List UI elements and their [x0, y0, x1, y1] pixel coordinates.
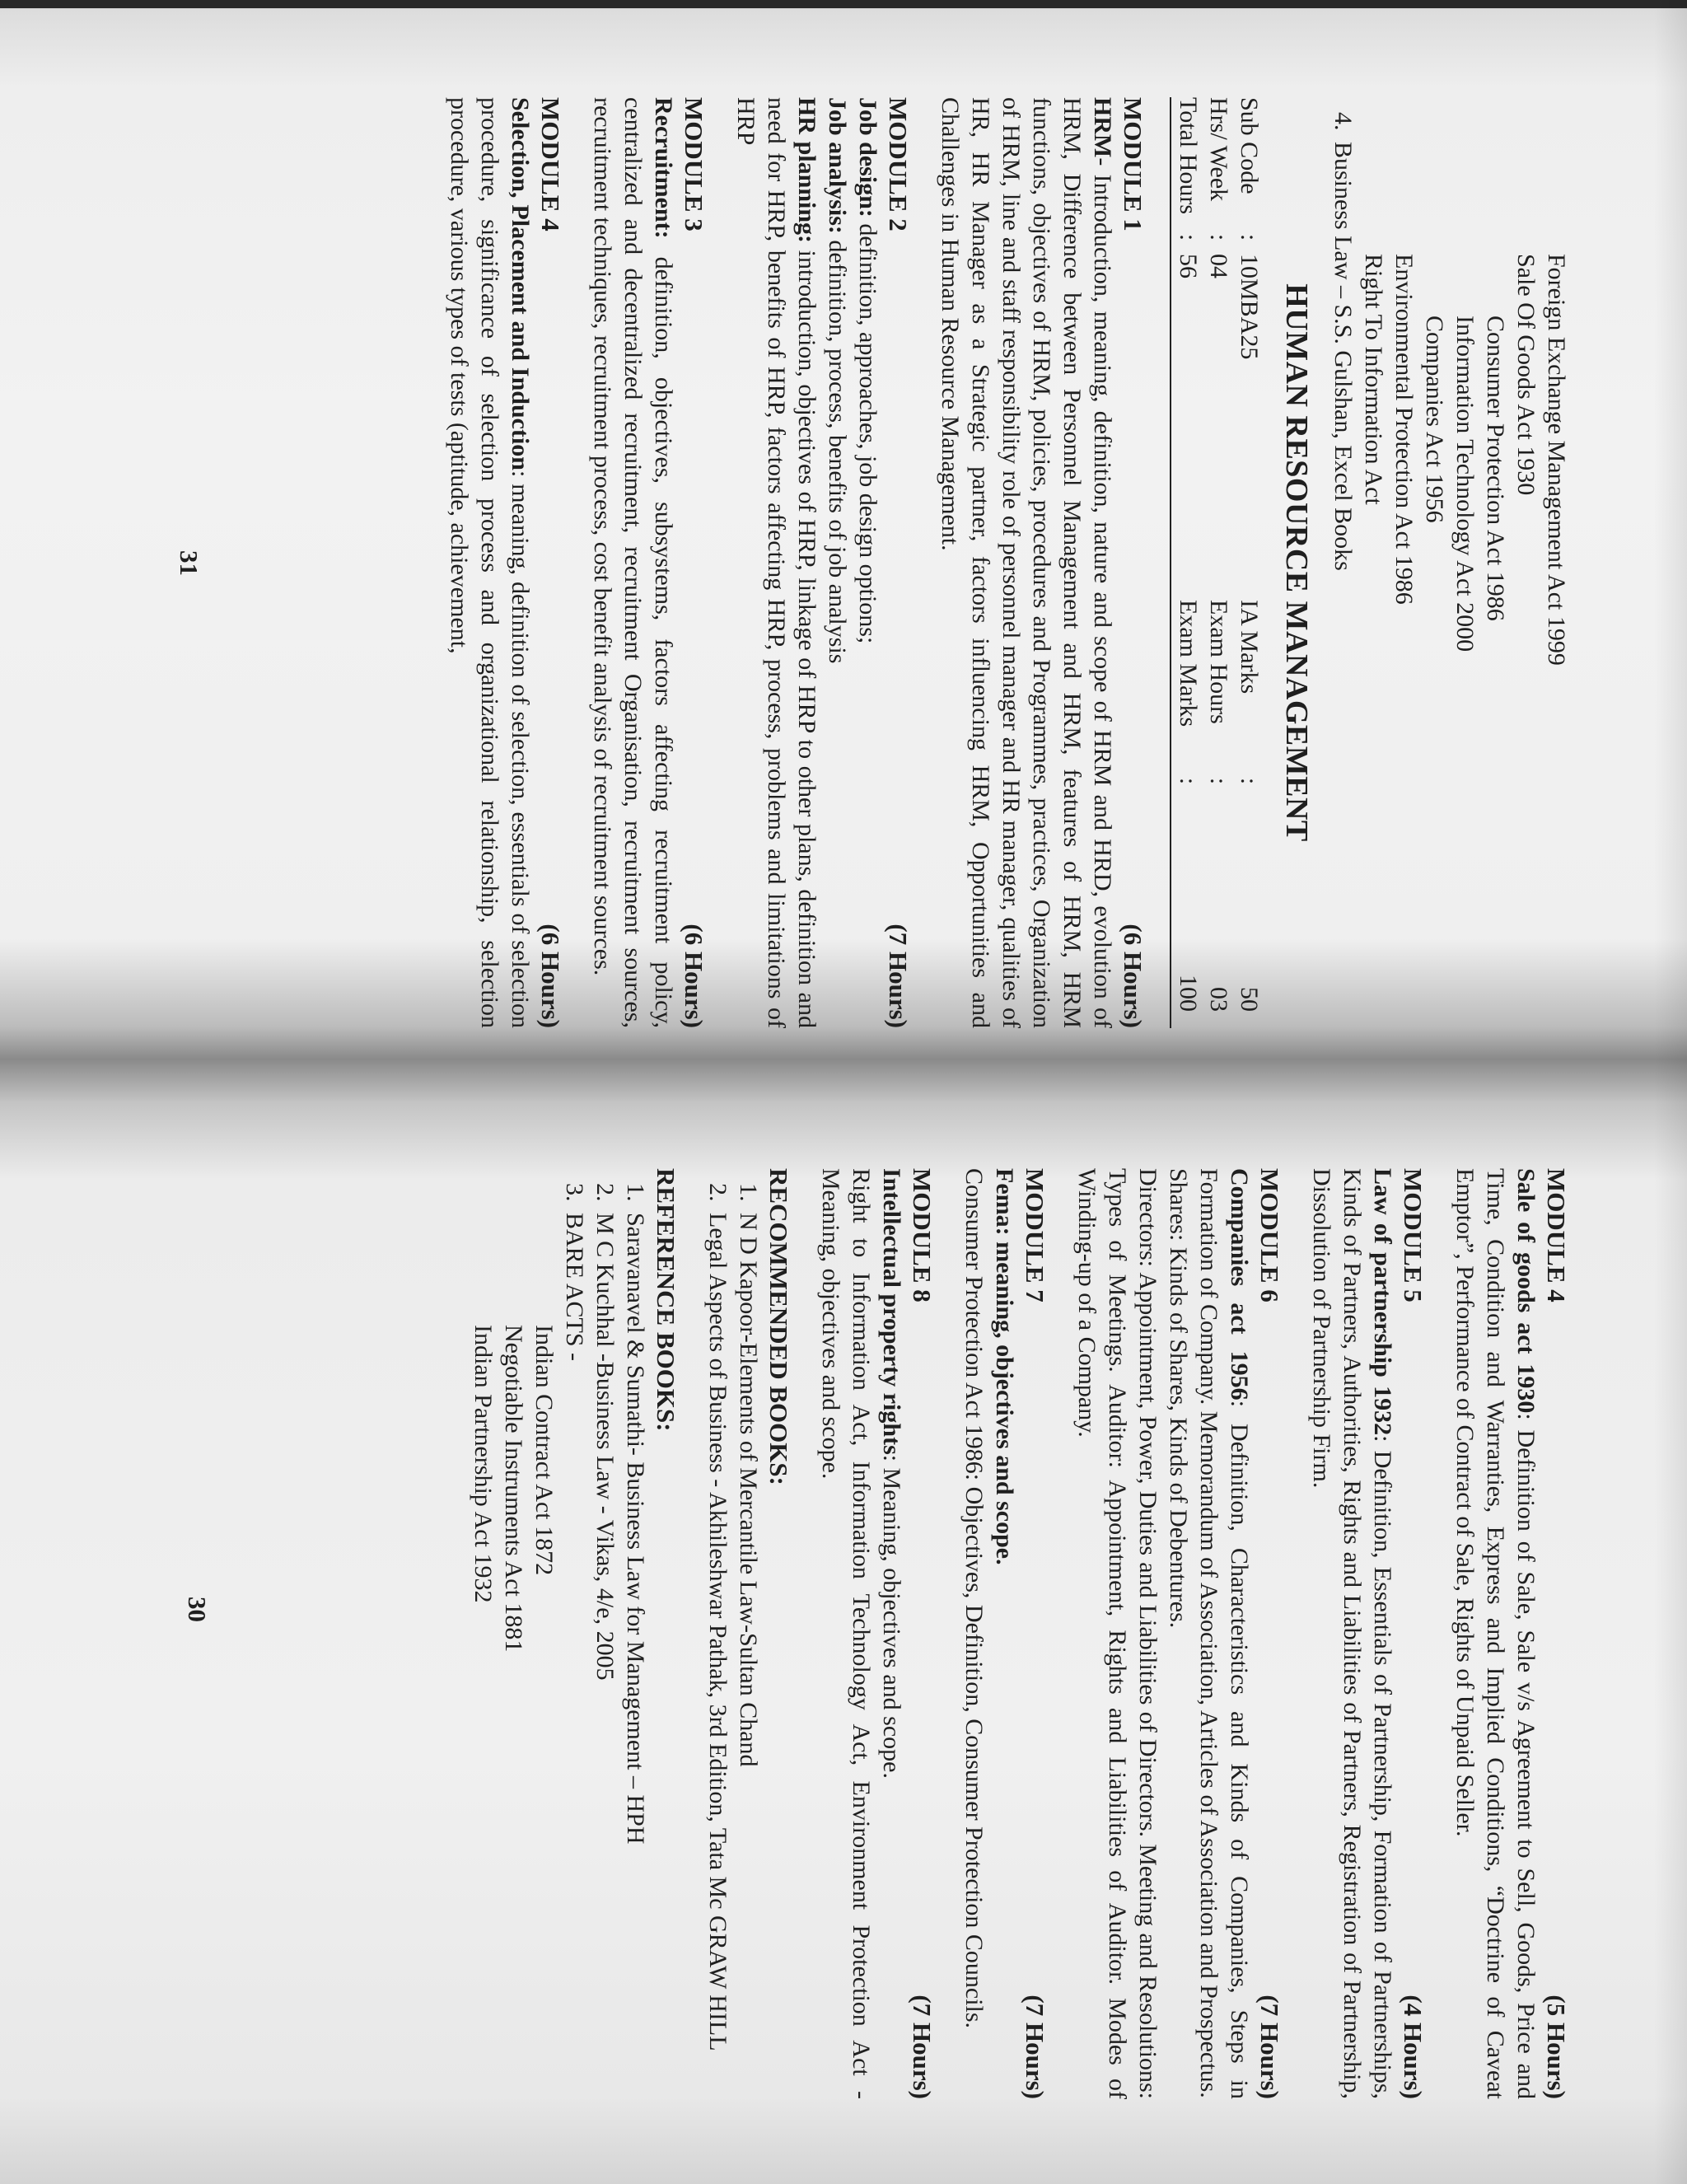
- hrm-module-4-body: [444, 97, 535, 1028]
- bare-acts-list: [468, 1325, 559, 2099]
- module-8-acts: Right to Information Act, Information Technology Act, Environment Protection Act - Meaning, objectives and scope.: [817, 1168, 875, 2099]
- module-lead: Job analysis:: [824, 97, 851, 234]
- module-lead: Selection, Placement and Induction: [507, 97, 534, 470]
- module-title: MODULE 2: [884, 97, 913, 231]
- module-lead: Law of partnership 1932: [1369, 1168, 1396, 1436]
- hrm-module-2-heading: [883, 97, 914, 1028]
- module-text: definition, objectives, subsystems, factors affecting recruitment policy, centralized and decentralized recruitment, recruitment Organisation, recruitment sources, recruitment techniques, recruitment process, cost benefit analysis of recruitment sources.: [589, 97, 677, 1028]
- meta-label: Exam Marks: [1175, 600, 1202, 727]
- meta-row: Total Hours : 56 Exam Marks : 100: [1175, 97, 1202, 1012]
- module-text: definition, process, benefits of job analysis: [824, 233, 851, 664]
- module-6-directors: Directors: Appointment, Power, Duties and Liabilities of Directors. Meeting and Resolutions: Types of Meetings. Auditor: Appointment, Rights and Liabilities of Auditor. Modes of Winding-up of a Company.: [1073, 1168, 1161, 2099]
- module-hours: (7 Hours): [884, 924, 913, 1028]
- list-item: Negotiable Instruments Act 1881: [500, 1325, 527, 1653]
- page-number: 30: [183, 1597, 212, 1622]
- meta-value: 03: [1205, 987, 1232, 1012]
- module-6-body: [1194, 1168, 1255, 2099]
- module-hours: (7 Hours): [1255, 1995, 1284, 2099]
- page-31: [171, 97, 1572, 1028]
- module-lead: HRM: [1089, 97, 1116, 158]
- module-lead: Job design:: [854, 97, 881, 217]
- module-title: MODULE 4: [536, 97, 565, 231]
- rotated-content: [31, 7, 1679, 2149]
- bare-acts-continued: [1358, 254, 1572, 1028]
- module-hours: (6 Hours): [680, 924, 708, 1028]
- hrm-module-1-heading: [1118, 97, 1148, 1028]
- list-item: Sale Of Goods Act 1930: [1512, 254, 1540, 496]
- meta-row: Sub Code : 10MBA25 IA Marks : 50: [1236, 97, 1263, 1012]
- module-6-shares: Shares: Kinds of Shares, Kinds of Debentures.: [1165, 1168, 1192, 1629]
- module-lead: Recruitment:: [650, 97, 677, 239]
- hrm-module-4-heading: [535, 97, 566, 1028]
- recommended-books-list: [703, 1168, 764, 2099]
- module-text: - Introduction, meaning, definition, nature and scope of HRM and HRD, evolution of HRM, Difference between Personnel Management and HRM, features of HRM, HRM functions, objectives of HRM, policies, procedures and Programmes, practices, Organization of HRM, line and staff responsibility role of personnel manager and HR manager, qualities of HR, HR Manager as a Strategic partner, factors influencing HRM, Opportunities and Challenges in Human Resource Management.: [937, 97, 1116, 1028]
- module-text: : Meaning, objectives and scope.: [878, 1454, 905, 1779]
- meta-value: 04: [1205, 254, 1232, 278]
- course-meta: [1170, 97, 1264, 1028]
- reference-books-list: [559, 1168, 651, 2099]
- module-hours: (7 Hours): [1021, 1995, 1049, 2099]
- module-5-heading: [1398, 1168, 1428, 2099]
- module-7-heading: [1020, 1168, 1050, 2099]
- hrm-module-2-line: [853, 97, 883, 1028]
- module-lead: Companies act 1956: [1226, 1168, 1253, 1401]
- hrm-module-2-line: [822, 97, 853, 1028]
- list-item: Information Technology Act 2000: [1451, 316, 1479, 652]
- module-hours: (5 Hours): [1542, 1995, 1571, 2099]
- list-item: Right To Information Act: [1360, 254, 1387, 505]
- module-title: MODULE 5: [1399, 1168, 1428, 1302]
- list-item: 2. M C Kuchhal -Business Law - Vikas, 4/e, 2005: [590, 1208, 620, 2099]
- list-item: 1. N D Kapoor-Elements of Mercantile Law-Sultan Chand: [733, 1208, 764, 2099]
- hrm-module-3-body: [587, 97, 679, 1028]
- meta-row: Hrs/ Week : 04 Exam Hours : 03: [1205, 97, 1232, 1012]
- module-7-consumer: Consumer Protection Act 1986: Objectives, Definition, Consumer Protection Councils.: [960, 1168, 988, 2029]
- meta-value: 10MBA25: [1236, 254, 1263, 360]
- module-title: MODULE 1: [1119, 97, 1147, 231]
- reference-books-list-continued: [1328, 97, 1358, 1028]
- list-item: 1. Saravanavel & Sumathi- Business Law for Management – HPH: [620, 1208, 651, 2099]
- page-number: 31: [175, 550, 203, 576]
- list-item: Indian Partnership Act 1932: [470, 1325, 497, 1603]
- meta-value: 56: [1175, 254, 1202, 278]
- module-8-body: [876, 1168, 907, 2099]
- meta-value: 100: [1175, 975, 1202, 1012]
- list-item: Consumer Protection Act 1986: [1482, 316, 1509, 621]
- meta-value: 50: [1236, 987, 1263, 1012]
- module-lead: HR planning:: [793, 97, 820, 244]
- list-item: Environmental Protection Act 1986: [1390, 254, 1418, 605]
- list-item: 4. Business Law – S.S. Gulshan, Excel Books: [1328, 137, 1358, 1028]
- meta-label: Exam Hours: [1205, 600, 1232, 724]
- module-hours: (4 Hours): [1399, 1995, 1428, 2099]
- course-title: HUMAN RESOURCE MANAGEMENT: [1279, 283, 1314, 842]
- meta-label: Sub Code: [1236, 97, 1263, 194]
- module-6-heading: [1255, 1168, 1285, 2099]
- list-item: Companies Act 1956: [1421, 316, 1448, 523]
- module-lead: Fema: meaning, objectives and scope.: [991, 1168, 1018, 1565]
- meta-label: IA Marks: [1236, 600, 1263, 694]
- module-4-heading: [1541, 1168, 1572, 2099]
- module-text: : Definition, Essentials of Partnership, Formation of Partnerships, Kinds of Partners, Authorities, Rights and Liabilities of Partners, Registration of Partnership, Dissolution of Partnership Firm.: [1308, 1168, 1396, 2099]
- module-hours: (7 Hours): [908, 1995, 937, 2099]
- module-text: : meaning, definition of selection, essentials of selection procedure, significance of selection process and organizational relationship, selection procedure, various types of tests (aptitude, achievement,: [446, 97, 534, 1028]
- module-title: MODULE 8: [908, 1168, 937, 1302]
- module-7-body: [989, 1168, 1020, 2099]
- list-item: 2. Legal Aspects of Business - Akhileshwar Pathak, 3rd Edition, Tata Mc GRAW HILL: [703, 1208, 733, 2099]
- module-text: : Definition of Sale, Sale v/s Agreement to Sell, Goods, Price and Time, Condition and Warranties, Express and Implied Conditions, “Doctrine of Caveat Emptor”, Performance of Contract of Sale, Rights of Unpaid Seller.: [1451, 1168, 1540, 2099]
- module-text: : Definition, Characteristics and Kinds of Companies, Steps in Formation of Company. Memorandum of Association, Articles of Association and Prospectus.: [1195, 1168, 1253, 2100]
- page-30: [171, 1168, 1572, 2099]
- module-5-body: [1306, 1168, 1398, 2099]
- meta-label: Hrs/ Week: [1205, 97, 1232, 202]
- module-lead: Sale of goods act 1930: [1512, 1168, 1540, 1414]
- module-title: MODULE 3: [680, 97, 708, 231]
- module-title: MODULE 7: [1021, 1168, 1049, 1302]
- module-text: definition, approaches, job design options;: [854, 217, 881, 644]
- list-item: 3. BARE ACTS -: [559, 1208, 590, 2099]
- module-title: MODULE 6: [1255, 1168, 1284, 1302]
- module-hours: (6 Hours): [536, 924, 565, 1028]
- meta-label: Total Hours: [1175, 97, 1202, 215]
- module-lead: Intellectual property rights: [878, 1168, 905, 1455]
- list-item: Foreign Exchange Management Act 1999: [1543, 254, 1570, 666]
- hrm-module-2-line: [731, 97, 822, 1028]
- module-hours: (6 Hours): [1119, 924, 1147, 1028]
- hrm-module-3-heading: [679, 97, 709, 1028]
- module-4-body: [1450, 1168, 1541, 2099]
- module-title: MODULE 4: [1542, 1168, 1571, 1302]
- recommended-books-heading: RECOMMENDED BOOKS:: [764, 1168, 793, 1485]
- module-8-heading: [907, 1168, 937, 2099]
- hrm-module-1-body: [935, 97, 1118, 1028]
- module-text: introduction, objectives of HRP, linkage of HRP to other plans, definition and need for HRP, benefits of HRP, factors affecting HRP, process, problems and limitations of HRP: [732, 97, 820, 1028]
- list-item: Indian Contract Act 1872: [530, 1325, 558, 1576]
- reference-books-heading: REFERENCE BOOKS:: [652, 1168, 680, 1432]
